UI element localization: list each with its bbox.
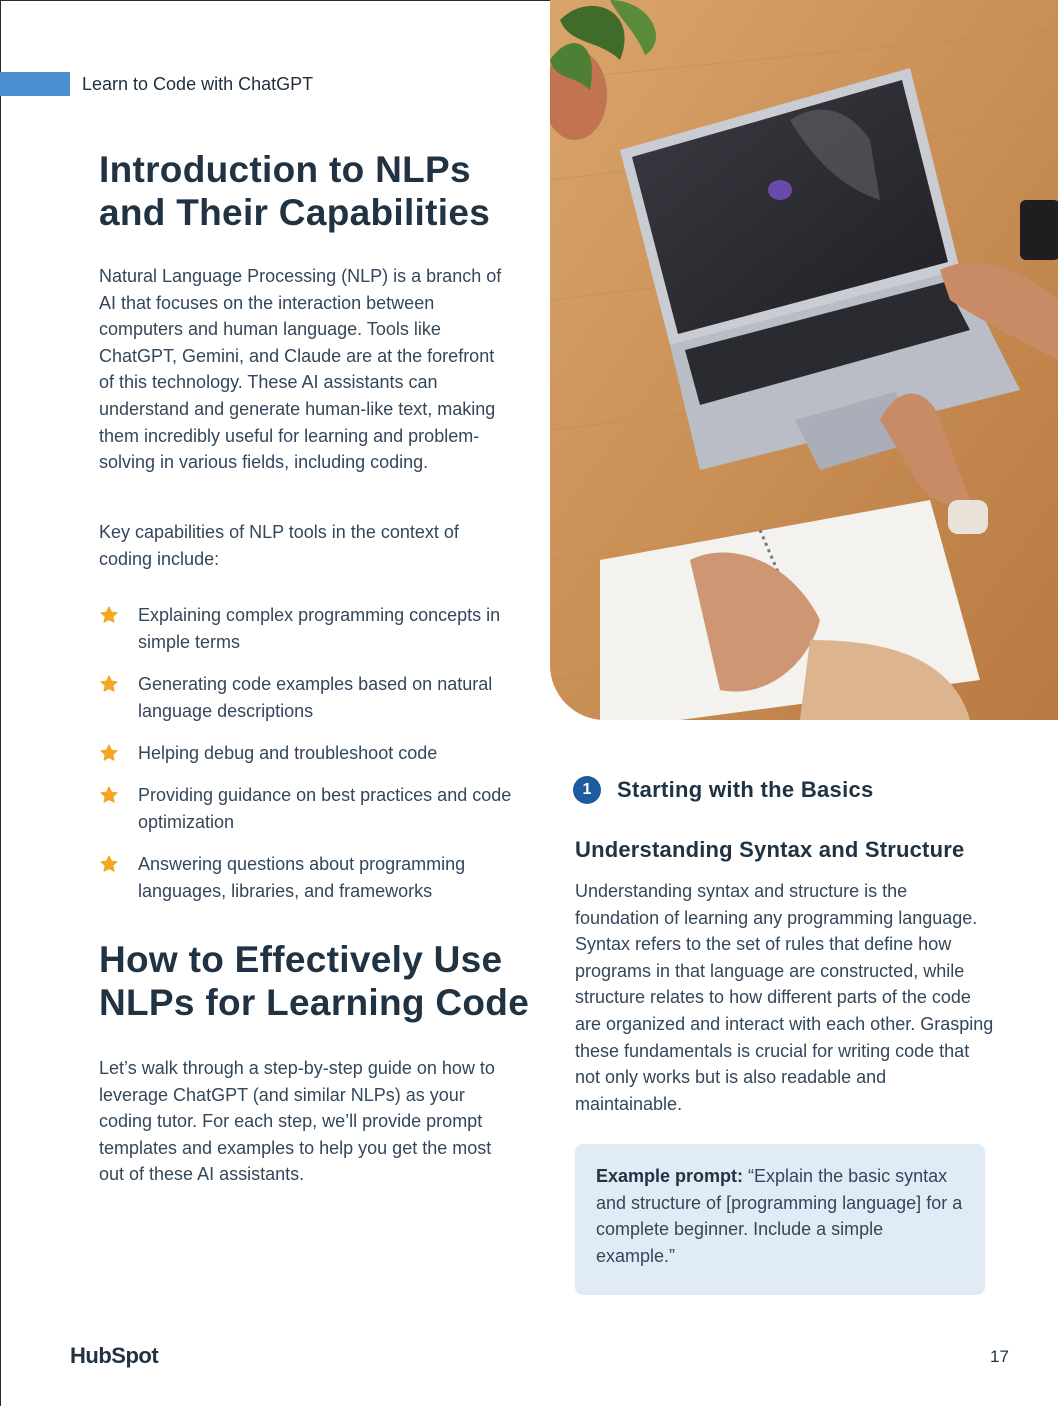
list-item-text: Explaining complex programming concepts in simple terms: [138, 605, 501, 652]
heading-line: and Their Capabilities: [99, 192, 491, 233]
section-heading-intro: [99, 148, 539, 234]
prompt-text: “Explain the basic syntax and structure of [programming language] for a complete beginner. Include a simple example.”: [596, 1166, 963, 1266]
star-icon: [99, 743, 119, 763]
list-item: [99, 602, 519, 656]
syntax-paragraph: Understanding syntax and structure is the foundation of learning any programming language. Syntax refers to the set of rules that define how programs in that language are constructed, while structure relates to how different parts of the code are organized and interact with each other. Grasping these fundamentals is crucial for writing code that not only works but is also readable and maintainable.: [575, 881, 994, 1114]
header-title: Learn to Code with ChatGPT: [82, 74, 314, 94]
list-item-text: Helping debug and troubleshoot code: [138, 743, 438, 763]
list-item: [99, 782, 519, 836]
list-item: [99, 671, 519, 725]
list-item-text: Providing guidance on best practices and code optimization: [138, 785, 512, 832]
usage-paragraph: Let’s walk through a step-by-step guide on how to leverage ChatGPT (and similar NLPs) as your coding tutor. For each step, we’ll provide prompt templates and examples to help you get the most out of these AI assistants.: [99, 1058, 495, 1185]
star-icon: [99, 785, 119, 805]
page-left-border: [0, 0, 1, 1406]
star-icon: [99, 854, 119, 874]
list-item: [99, 851, 519, 905]
subsection-heading: Understanding Syntax and Structure: [575, 837, 965, 862]
page-number: 17: [990, 1347, 1009, 1366]
capabilities-list: [99, 602, 519, 920]
list-item-text: Answering questions about programming languages, libraries, and frameworks: [138, 854, 466, 901]
intro-paragraph: Natural Language Processing (NLP) is a branch of AI that focuses on the interaction between computers and human language. Tools like ChatGPT, Gemini, and Claude are at the forefront of this technology. These AI assistants can understand and generate human-like text, making them incredibly useful for learning and problem-solving in various fields, including coding.: [99, 266, 502, 473]
heading-line: How to Effectively Use: [99, 939, 503, 980]
section-heading-usage: [99, 938, 539, 1024]
header-accent-bar: [0, 72, 70, 96]
prompt-label: Example prompt:: [596, 1166, 744, 1186]
example-prompt-box: [575, 1144, 985, 1295]
step-title: Starting with the Basics: [617, 777, 874, 802]
hero-photo: [550, 0, 1058, 720]
heading-line: NLPs for Learning Code: [99, 982, 530, 1023]
star-icon: [99, 605, 119, 625]
list-item: [99, 740, 519, 767]
star-icon: [99, 674, 119, 694]
photo-illustration: [550, 0, 1058, 720]
hubspot-logo: HubSpot: [70, 1343, 159, 1368]
page-top-border: [0, 0, 550, 1]
step-number-badge: 1: [573, 776, 601, 804]
heading-line: Introduction to NLPs: [99, 149, 471, 190]
capabilities-intro: Key capabilities of NLP tools in the context of coding include:: [99, 522, 459, 569]
list-item-text: Generating code examples based on natural language descriptions: [138, 674, 493, 721]
